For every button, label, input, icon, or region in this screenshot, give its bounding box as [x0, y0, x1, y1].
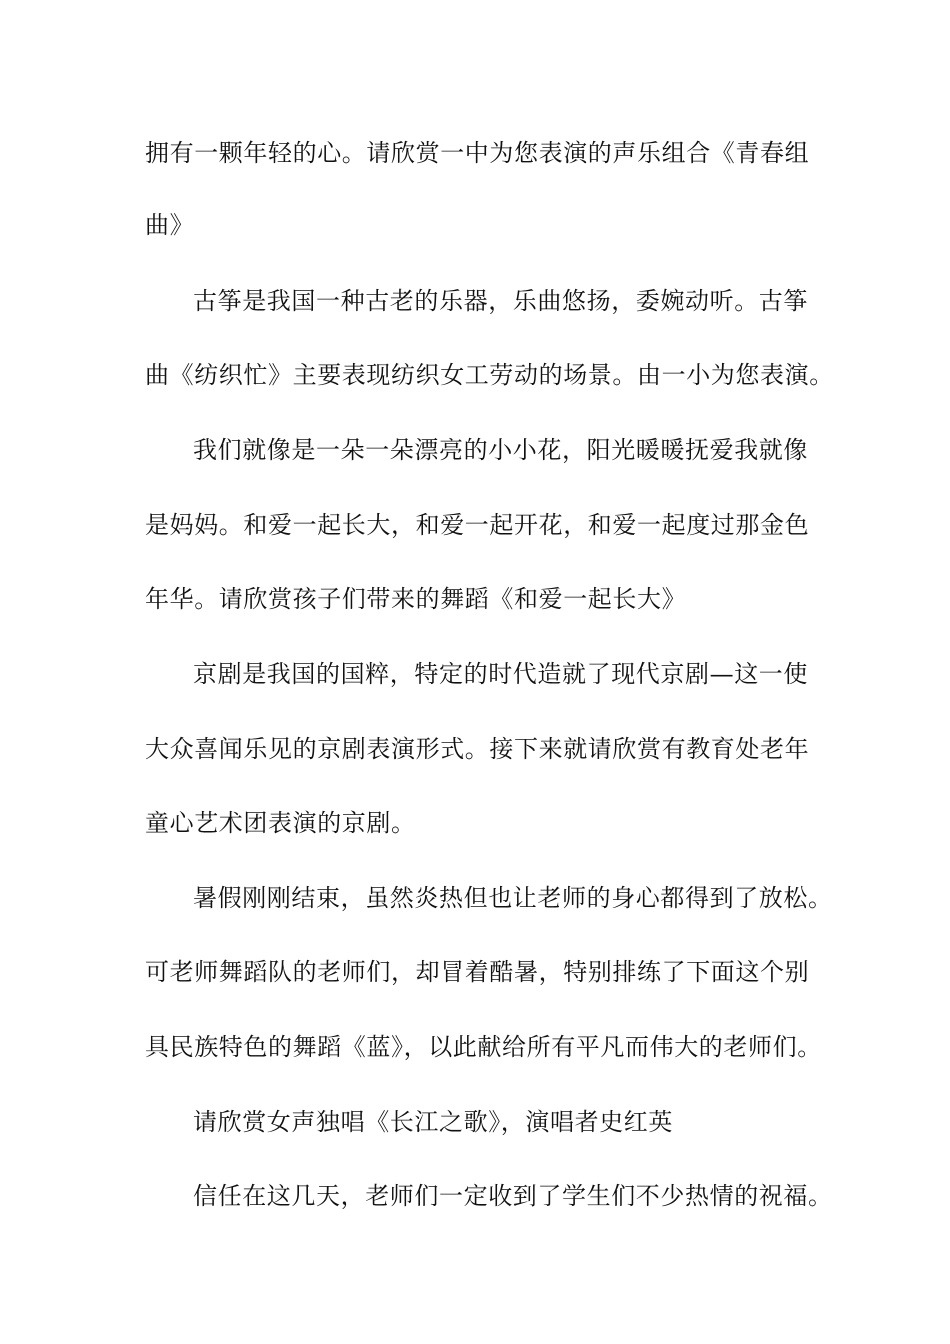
- text-line: 年华。请欣赏孩子们带来的舞蹈《和爱一起长大》: [145, 585, 687, 613]
- text-line: 拥有一颗年轻的心。请欣赏一中为您表演的声乐组合《青春组: [145, 139, 810, 167]
- paragraph-first-line: 暑假刚刚结束，虽然炎热但也让老师的身心都得到了放松。: [193, 884, 833, 912]
- text-line: 可老师舞蹈队的老师们，却冒着酷暑，特别排练了下面这个别: [145, 958, 810, 986]
- paragraph-first-line: 信任在这几天，老师们一定收到了学生们不少热情的祝福。: [193, 1182, 833, 1210]
- text-line: 童心艺术团表演的京剧。: [145, 809, 416, 837]
- text-line: 是妈妈。和爱一起长大，和爱一起开花，和爱一起度过那金色: [145, 511, 810, 539]
- text-line: 曲》: [145, 211, 195, 239]
- text-line: 大众喜闻乐见的京剧表演形式。接下来就请欣赏有教育处老年: [145, 735, 810, 763]
- paragraph-first-line: 京剧是我国的国粹，特定的时代造就了现代京剧—这一使: [193, 660, 808, 688]
- text-line: 具民族特色的舞蹈《蓝》，以此献给所有平凡而伟大的老师们。: [145, 1033, 822, 1061]
- paragraph-first-line: 我们就像是一朵一朵漂亮的小小花，阳光暖暖抚爱我就像: [193, 436, 808, 464]
- text-line: 曲《纺织忙》主要表现纺织女工劳动的场景。由一小为您表演。: [145, 361, 834, 389]
- paragraph-first-line: 古筝是我国一种古老的乐器，乐曲悠扬，委婉动听。古筝: [193, 287, 808, 315]
- paragraph-first-line: 请欣赏女声独唱《长江之歌》，演唱者史红英: [193, 1108, 673, 1136]
